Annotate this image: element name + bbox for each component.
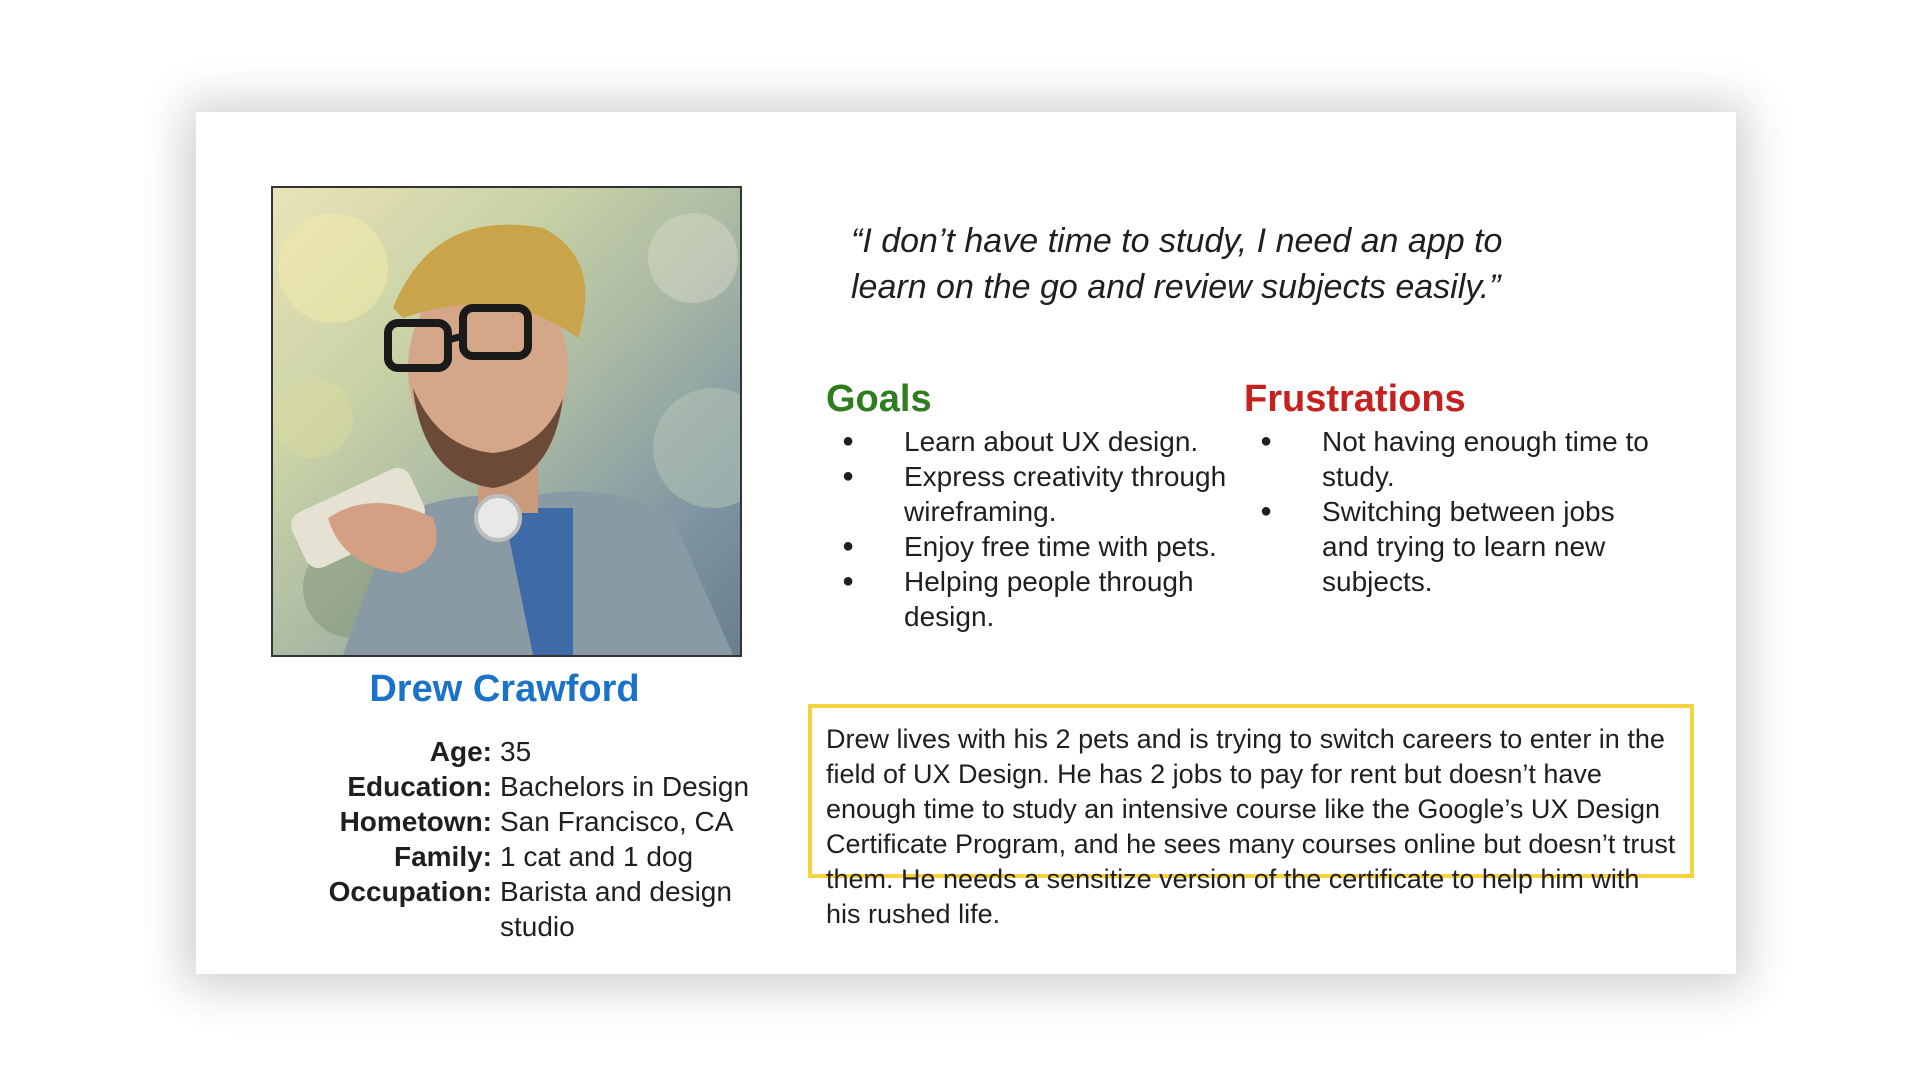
fact-row-education: [296, 769, 776, 804]
fact-value: 35: [500, 736, 532, 767]
persona-name: Drew Crawford: [369, 668, 640, 710]
persona-summary: Drew lives with his 2 pets and is trying to switch careers to enter in the field of UX Design. He has 2 jobs to pay for rent but doesn’t have enough time to study an intensive course like the Google’s UX Design Certificate Program, and he sees many courses online but doesn’t trust them. He needs a sensitize version of the certificate to help him with his rushed life.: [808, 704, 1694, 878]
fact-value: Barista and design studio: [500, 876, 732, 942]
fact-label: Family:: [393, 841, 492, 872]
persona-card: [196, 112, 1736, 974]
fact-label: Occupation:: [328, 876, 492, 907]
frustration-item: ● Switching between jobs and trying to learn new subjects.: [1244, 494, 1654, 599]
frustration-item: ● Not having enough time to study.: [1244, 424, 1654, 494]
fact-label: Education:: [347, 771, 492, 802]
fact-row-hometown: [296, 804, 776, 839]
fact-value: San Francisco, CA: [500, 806, 734, 837]
persona-quote: “I don’t have time to study, I need an app to learn on the go and review subjects easily.”: [851, 222, 1503, 306]
fact-label: Age:: [429, 736, 492, 767]
goals-list: [826, 424, 1236, 634]
goal-item: ● Enjoy free time with pets.: [826, 529, 1236, 564]
goal-item: ● Learn about UX design.: [826, 424, 1236, 459]
goals-title: Goals: [826, 378, 932, 420]
fact-row-family: [296, 839, 776, 874]
frustrations-list: [1244, 424, 1654, 599]
persona-photo-illustration: [273, 188, 740, 655]
fact-value: 1 cat and 1 dog: [500, 841, 694, 872]
persona-photo: [271, 186, 742, 657]
frustrations-title: Frustrations: [1244, 378, 1466, 420]
persona-facts: [296, 734, 776, 944]
goal-item: ● Express creativity through wireframing.: [826, 459, 1236, 529]
fact-label: Hometown:: [339, 806, 492, 837]
fact-row-occupation: [296, 874, 776, 944]
fact-value: Bachelors in Design: [500, 771, 750, 802]
goal-item: ● Helping people through design.: [826, 564, 1236, 634]
fact-row-age: [296, 734, 776, 769]
